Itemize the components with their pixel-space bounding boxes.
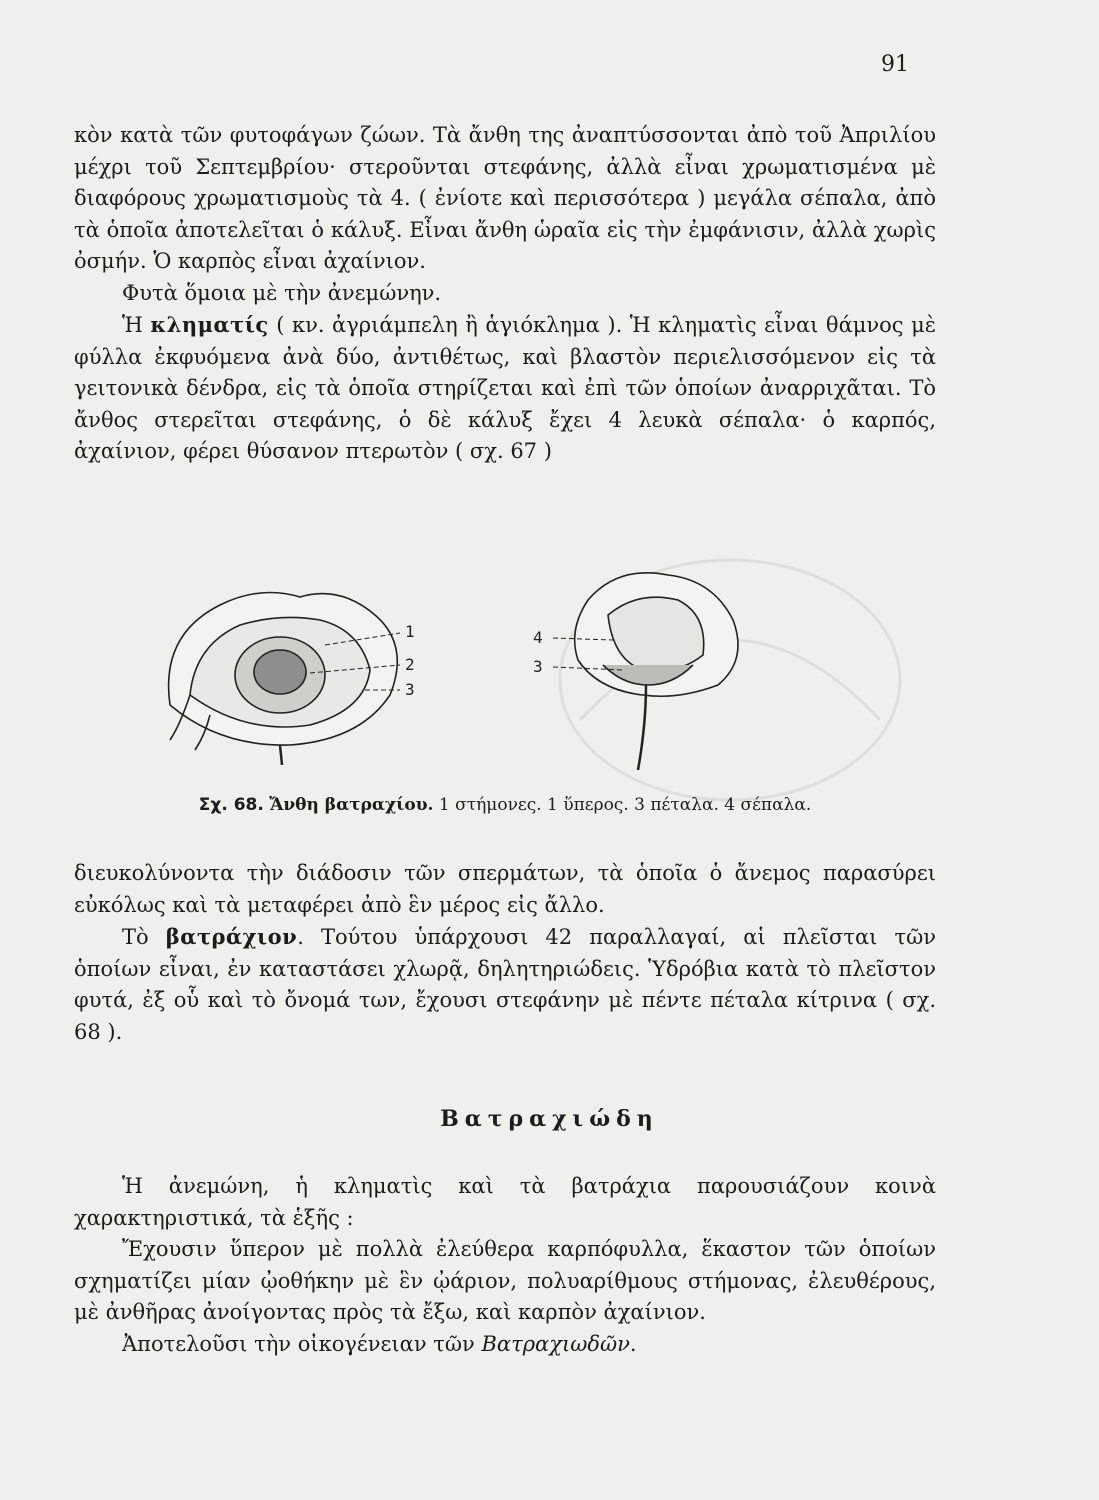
left-label-1: 1 — [405, 622, 415, 641]
klimatis-lead: Ἡ — [122, 313, 151, 337]
vatrachion-rest: . Τούτου ὑπάρχουσι 42 παραλλαγαί, αἱ πλεῖσται τῶν ὁποίων εἶναι, ἐν καταστάσει χλωρᾷ, δηλητηριώδεις. Ὑδρόβια κατὰ τὸ πλεῖστον φυτά, ἐξ οὗ καὶ τὸ ὄνομά των, ἔχουσι στεφάνην μὲ πέντε πέταλα κίτρινα ( σχ. 68 ). — [74, 925, 936, 1044]
paragraph-vatrachion — [74, 921, 936, 1048]
right-label-4: 4 — [533, 628, 543, 647]
page-number: 91 — [881, 52, 909, 77]
klimatis-term: κληματίς — [150, 312, 269, 337]
family-tail: . — [629, 1331, 637, 1356]
figure-caption-rest: 1 στήμονες. 1 ὕπερος. 3 πέταλα. 4 σέπαλα. — [433, 795, 812, 815]
left-label-3: 3 — [405, 680, 415, 699]
end-text — [74, 1171, 936, 1360]
paragraph-klimatis — [74, 309, 936, 468]
flower-side-illustration — [528, 560, 758, 770]
vatrachion-lead: Τὸ — [122, 925, 166, 949]
right-label-3: 3 — [533, 657, 543, 676]
paragraph-anemone: κὸν κατὰ τῶν φυτοφάγων ζώων. Τὰ ἄνθη της ἀναπτύσσονται ἀπὸ τοῦ Ἀπριλίου μέχρι τοῦ Σεπτεμβρίου· στεροῦνται στεφάνης, ἀλλὰ εἶναι χρωματισμένα μὲ διαφόρους χρωματισμοὺς τὰ 4. ( ἐνίοτε καὶ περισσότερα ) μεγάλα σέπαλα, ἀπὸ τὰ ὁποῖα ἀποτελεῖται ὁ κάλυξ. Εἶναι ἄνθη ὡραῖα εἰς τὴν ἐμφάνισιν, ἀλλὰ χωρὶς ὀσμήν. Ὁ καρπὸς εἶναι ἀχαίνιον. — [74, 123, 936, 273]
family-term: Βατραχιωδῶν — [481, 1331, 630, 1356]
left-label-2: 2 — [405, 655, 415, 674]
paragraph-common-traits: Ἡ ἀνεμώνη, ἡ κληματὶς καὶ τὰ βατράχια παρουσιάζουν κοινὰ χαρακτηριστικά, τὰ ἑξῆς : — [74, 1174, 936, 1230]
figure-caption-title: Ἄνθη βατραχίου. — [269, 795, 434, 815]
top-text — [74, 120, 936, 468]
vatrachion-term: βατράχιον — [165, 924, 298, 949]
klimatis-rest: ( κν. ἀγριάμπελη ἢ ἁγιόκλημα ). Ἡ κληματὶς εἶναι θάμνος μὲ φύλλα ἐκφυόμενα ἀνὰ δύο, ἀντιθέτως, καὶ βλαστὸν περιελισσόμενον εἰς τὰ γειτονικὰ δένδρα, εἰς τὰ ὁποῖα στηρίζεται καὶ ἐπὶ τῶν ὁποίων ἀναρριχᾶται. Τὸ ἄνθος στερεῖται στεφάνης, ὁ δὲ κάλυξ ἔχει 4 λευκὰ σέπαλα· ὁ καρπός, ἀχαίνιον, φέρει θύσανον πτερωτὸν ( σχ. 67 ) — [74, 313, 937, 463]
bottom-text — [74, 858, 936, 1048]
paragraph-similar-plants: Φυτὰ ὅμοια μὲ τὴν ἀνεμώνην. — [122, 280, 442, 305]
flower-open-illustration — [150, 575, 450, 765]
family-lead: Ἀποτελοῦσι τὴν οἰκογένειαν τῶν — [122, 1331, 482, 1356]
figure-caption-label: Σχ. 68. — [198, 795, 264, 815]
paragraph-family — [74, 1329, 936, 1361]
section-heading: Βατραχιώδη — [440, 1106, 659, 1132]
paragraph-pistil: Ἔχουσιν ὕπερον μὲ πολλὰ ἐλεύθερα καρπόφυλλα, ἕκαστον τῶν ὁποίων σχηματίζει μίαν ᾠοθήκην μὲ ἓν ᾠάριον, πολυαρίθμους στήμονας, ἐλευθέρους, μὲ ἀνθῆρας ἀνοίγοντας πρὸς τὰ ἔξω, καὶ καρπὸν ἀχαίνιον. — [74, 1237, 936, 1324]
paragraph-continuation: διευκολύνοντα τὴν διάδοσιν τῶν σπερμάτων, τὰ ὁποῖα ὁ ἄνεμος παρασύρει εὐκόλως καὶ τὰ μεταφέρει ἀπὸ ἓν μέρος εἰς ἄλλο. — [74, 861, 936, 917]
figure-caption — [74, 795, 936, 815]
